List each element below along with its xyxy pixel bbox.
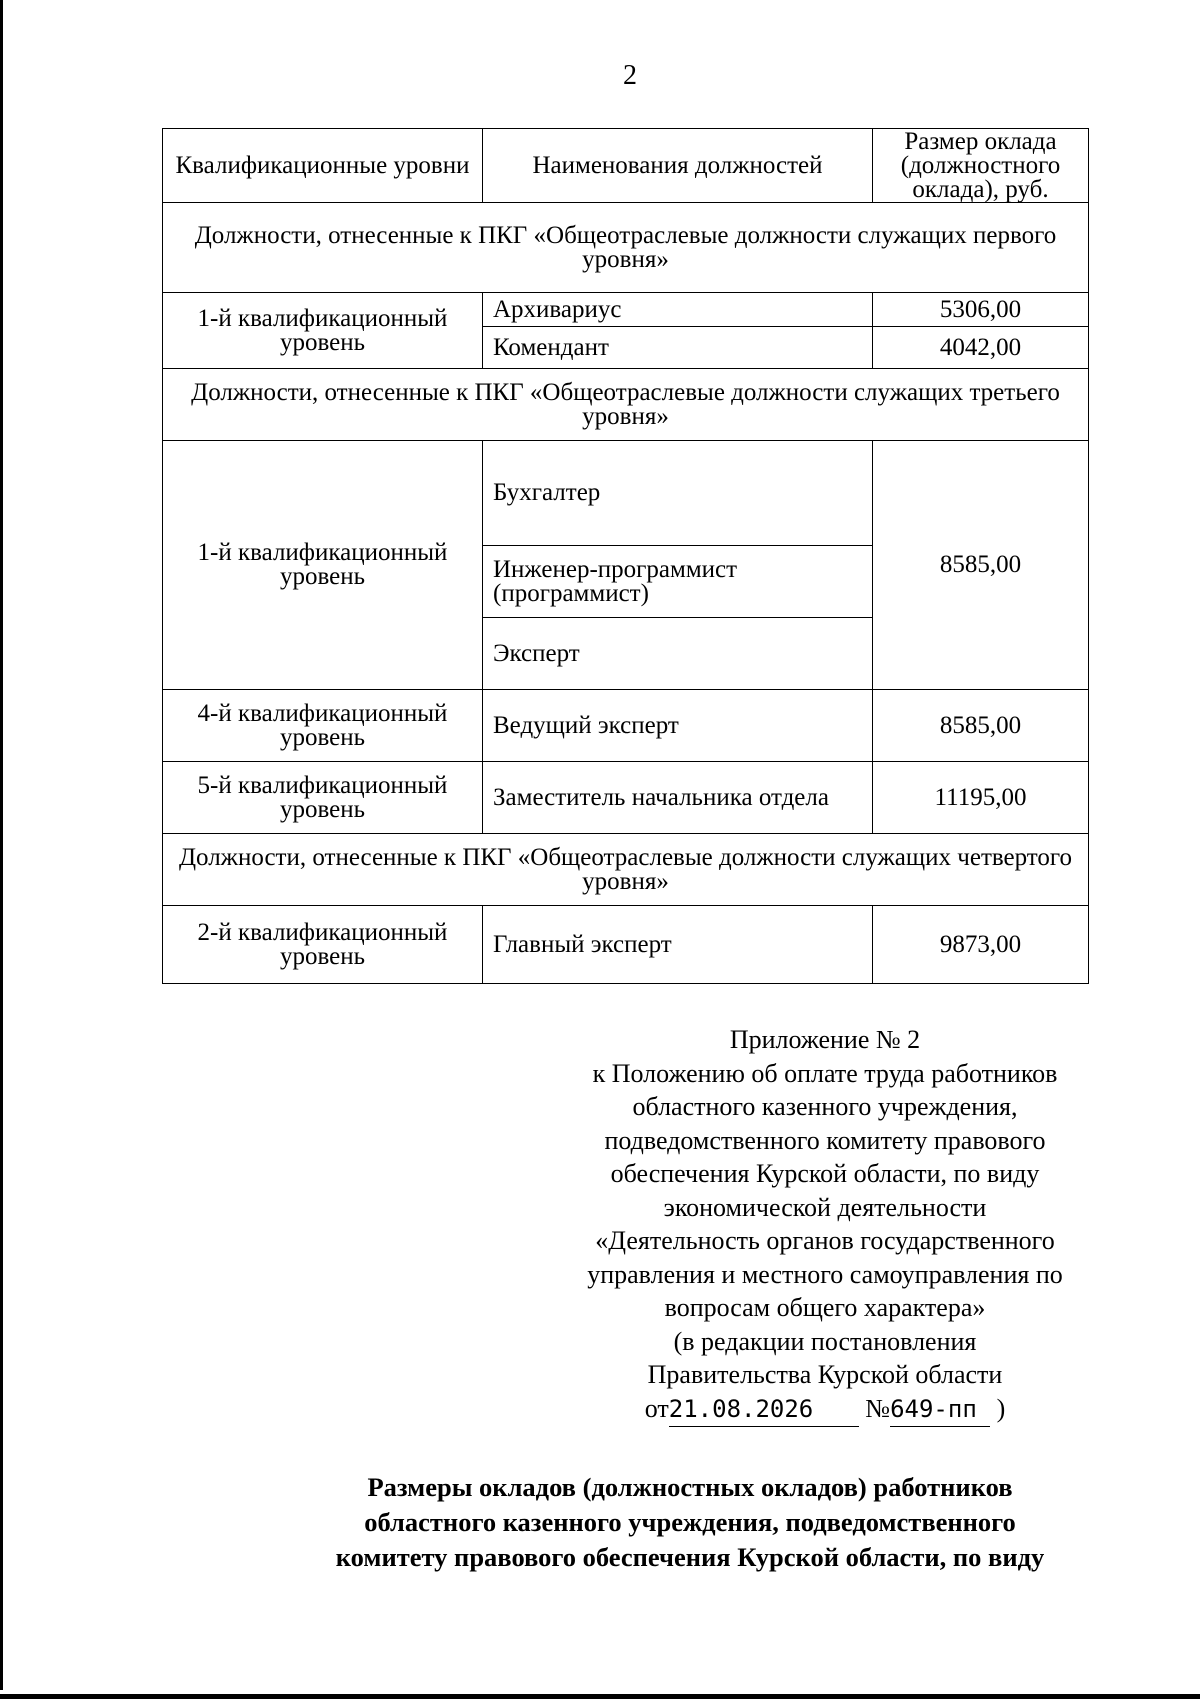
heading-line: областного казенного учреждения, подведомственного <box>364 1507 1016 1537</box>
heading-line: Размеры окладов (должностных окладов) работников <box>367 1472 1013 1502</box>
salary-value: 9873,00 <box>873 906 1089 984</box>
page-bottom-edge <box>0 1694 1200 1699</box>
decree-reference <box>560 1392 1090 1428</box>
appendix-title: Приложение № 2 <box>729 1025 921 1054</box>
salary-value: 4042,00 <box>873 327 1089 369</box>
appendix-line: к Положению об оплате труда работников <box>592 1058 1058 1088</box>
qualification-level: 1-й квалификационный уровень <box>163 293 483 369</box>
position-name: Главный эксперт <box>483 906 873 984</box>
position-name: Инженер-программист (программист) <box>483 546 873 618</box>
section-title: Должности, отнесенные к ПКГ «Общеотраслевые должности служащих третьего уровня» <box>163 369 1089 441</box>
appendix-line: управления и местного самоуправления по <box>587 1259 1063 1289</box>
position-name: Архивариус <box>483 293 873 327</box>
qualification-level: 1-й квалификационный уровень <box>163 441 483 690</box>
table-row <box>163 690 1089 762</box>
header-qualification-levels: Квалификационные уровни <box>163 129 483 203</box>
decree-date: 21.08.2026 <box>669 1393 859 1428</box>
header-position-names: Наименования должностей <box>483 129 873 203</box>
closing-paren: ) <box>996 1393 1006 1423</box>
table-header-row <box>163 129 1089 203</box>
section-title: Должности, отнесенные к ПКГ «Общеотраслевые должности служащих четвертого уровня» <box>163 834 1089 906</box>
section-row <box>163 203 1089 293</box>
table-row <box>163 293 1089 327</box>
salary-value: 8585,00 <box>873 690 1089 762</box>
appendix-line: Правительства Курской области <box>647 1360 1003 1389</box>
salary-value: 11195,00 <box>873 762 1089 834</box>
appendix-line: «Деятельность органов государственного <box>595 1226 1055 1255</box>
qualification-level: 4-й квалификационный уровень <box>163 690 483 762</box>
section-row <box>163 369 1089 441</box>
qualification-level: 5-й квалификационный уровень <box>163 762 483 834</box>
salary-value: 5306,00 <box>873 293 1089 327</box>
salary-value: 8585,00 <box>873 441 1089 690</box>
page-left-edge <box>0 0 3 1690</box>
salary-table <box>162 128 1089 984</box>
appendix-line: областного казенного учреждения, <box>632 1092 1018 1121</box>
table-row <box>163 762 1089 834</box>
appendix-line: обеспечения Курской области, по виду <box>610 1159 1040 1188</box>
header-salary: Размер оклада (должностного оклада), руб. <box>873 129 1089 203</box>
position-name: Бухгалтер <box>483 441 873 546</box>
position-name: Эксперт <box>483 618 873 690</box>
number-prefix: № <box>865 1393 891 1423</box>
appendix-line: подведомственного комитету правового <box>604 1125 1046 1155</box>
position-name: Заместитель начальника отдела <box>483 762 873 834</box>
date-prefix: от <box>644 1393 669 1423</box>
table-row <box>163 906 1089 984</box>
position-name: Комендант <box>483 327 873 369</box>
appendix-line: экономической деятельности <box>663 1192 987 1222</box>
section-title: Должности, отнесенные к ПКГ «Общеотраслевые должности служащих первого уровня» <box>163 203 1089 293</box>
decree-number: 649-пп <box>890 1393 990 1428</box>
section-row <box>163 834 1089 906</box>
document-heading <box>290 1470 1090 1575</box>
appendix-line: (в редакции постановления <box>673 1326 977 1356</box>
table-row <box>163 441 1089 546</box>
position-name: Ведущий эксперт <box>483 690 873 762</box>
page-number: 2 <box>623 60 637 91</box>
qualification-level: 2-й квалификационный уровень <box>163 906 483 984</box>
heading-line: комитету правового обеспечения Курской области, по виду <box>335 1542 1045 1572</box>
appendix-line: вопросам общего характера» <box>664 1293 986 1322</box>
appendix-block <box>560 1023 1090 1427</box>
